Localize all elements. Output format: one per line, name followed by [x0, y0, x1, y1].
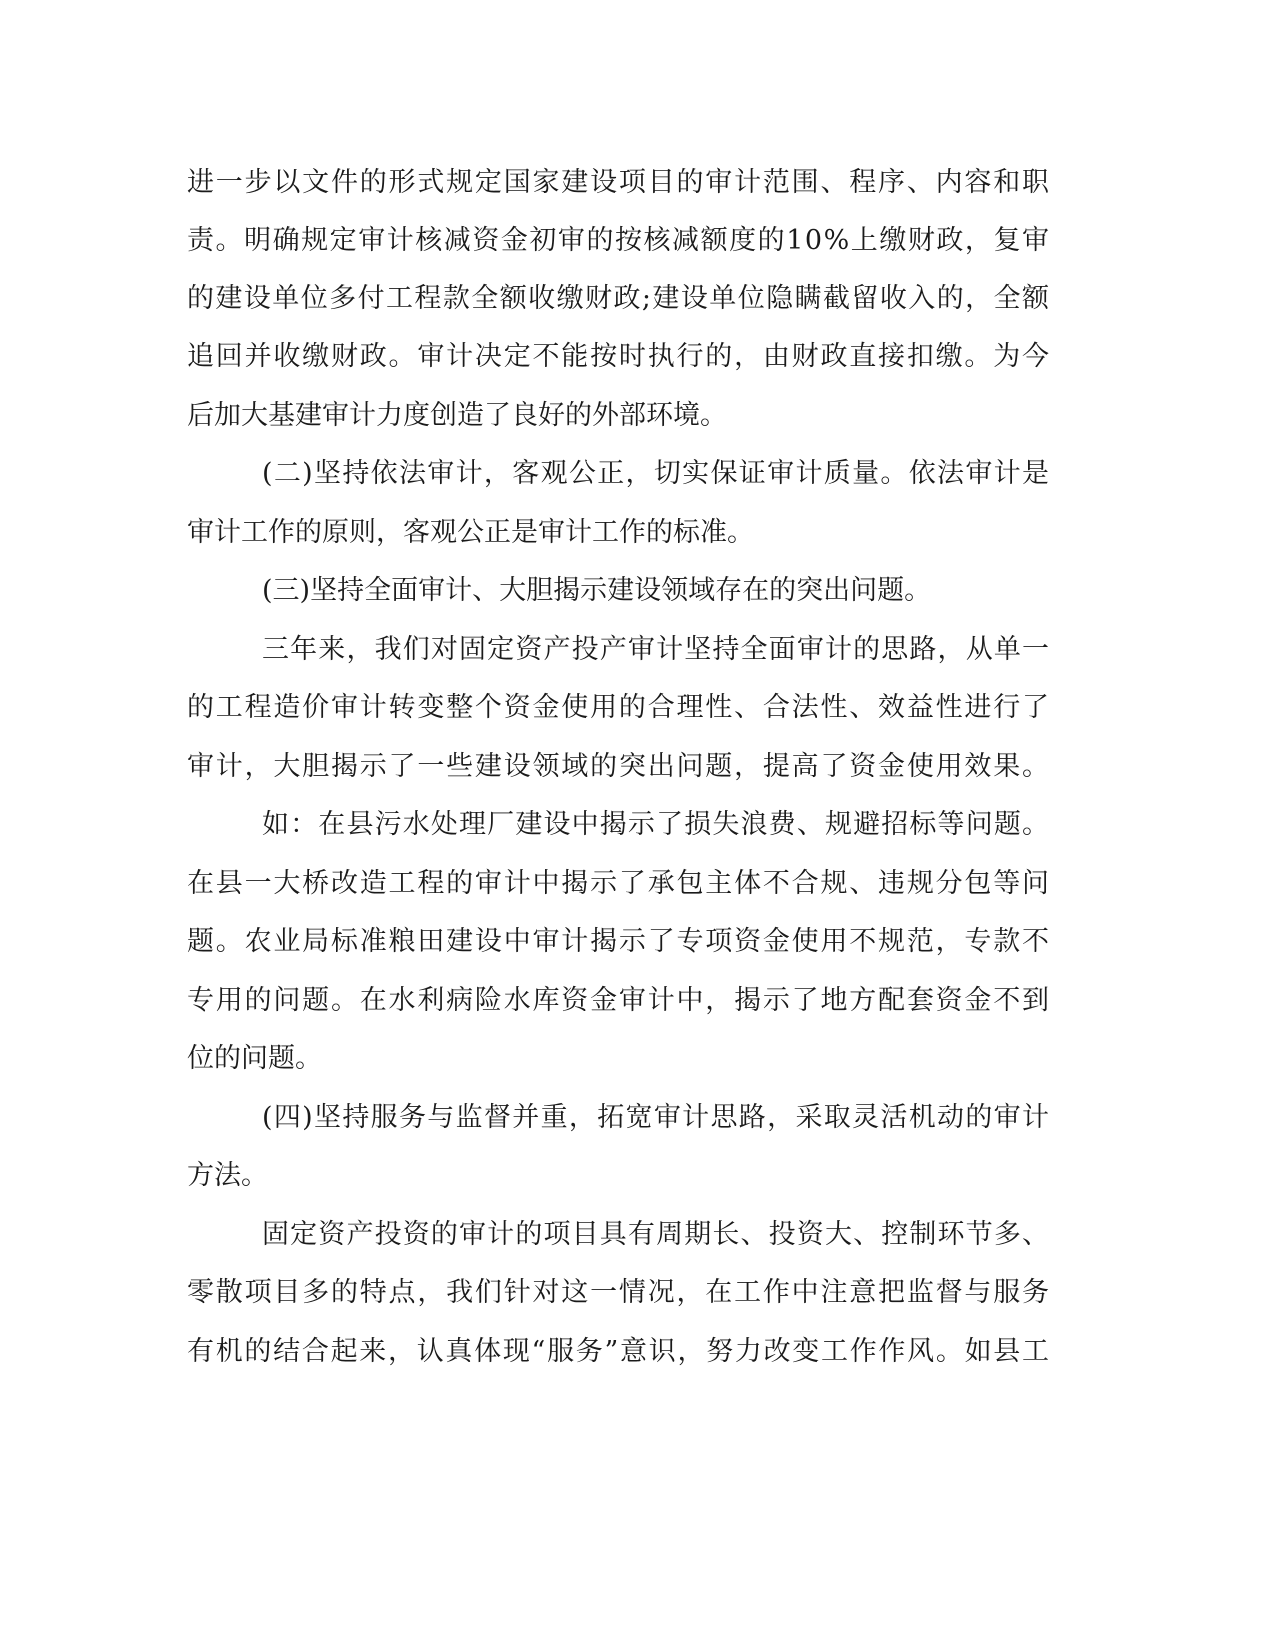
text-line [0, 981, 1275, 1021]
text-line [0, 396, 1275, 436]
text-line-content: 责。明确规定审计核减资金初审的按核减额度的10%上缴财政，复审 [187, 225, 1051, 256]
text-line-content: 在县一大桥改造工程的审计中揭示了承包主体不合规、违规分包等问 [187, 868, 1051, 899]
text-line [0, 337, 1275, 377]
text-line-content: 的工程造价审计转变整个资金使用的合理性、合法性、效益性进行了 [187, 692, 1051, 723]
text-line [0, 1098, 1275, 1138]
text-line-content: 追回并收缴财政。审计决定不能按时执行的，由财政直接扣缴。为今 [187, 341, 1051, 372]
text-line [0, 1215, 1275, 1255]
text-line [0, 1332, 1275, 1372]
text-line [0, 279, 1275, 319]
text-line [0, 163, 1275, 203]
text-line [0, 630, 1275, 670]
text-line [0, 1156, 1275, 1196]
text-line [0, 454, 1275, 494]
text-line [0, 688, 1275, 728]
text-line-content: (四)坚持服务与监督并重，拓宽审计思路，采取灵活机动的审计 [262, 1102, 1051, 1133]
text-line-content: 位的问题。 [187, 1043, 322, 1074]
text-line [0, 221, 1275, 261]
text-line-content: (二)坚持依法审计，客观公正，切实保证审计质量。依法审计是 [262, 458, 1051, 489]
text-line [0, 513, 1275, 553]
text-line-content: 有机的结合起来，认真体现“服务”意识，努力改变工作作风。如县工 [187, 1336, 1051, 1367]
text-line-content: 进一步以文件的形式规定国家建设项目的审计范围、程序、内容和职 [187, 167, 1051, 198]
text-line-content: (三)坚持全面审计、大胆揭示建设领域存在的突出问题。 [262, 575, 932, 606]
text-line-content: 三年来，我们对固定资产投产审计坚持全面审计的思路，从单一 [262, 634, 1051, 665]
text-line [0, 864, 1275, 904]
text-line [0, 805, 1275, 845]
text-line-content: 零散项目多的特点，我们针对这一情况，在工作中注意把监督与服务 [187, 1277, 1051, 1308]
text-line-content: 审计工作的原则，客观公正是审计工作的标准。 [187, 517, 754, 548]
text-line [0, 747, 1275, 787]
text-line-content: 题。农业局标准粮田建设中审计揭示了专项资金使用不规范，专款不 [187, 926, 1051, 957]
text-line [0, 922, 1275, 962]
text-line-content: 的建设单位多付工程款全额收缴财政;建设单位隐瞒截留收入的，全额 [187, 283, 1051, 314]
text-line [0, 1039, 1275, 1079]
text-line [0, 571, 1275, 611]
text-line-content: 后加大基建审计力度创造了良好的外部环境。 [187, 400, 727, 431]
text-line-content: 固定资产投资的审计的项目具有周期长、投资大、控制环节多、 [262, 1219, 1051, 1250]
text-line-content: 方法。 [187, 1160, 268, 1191]
text-line [0, 1273, 1275, 1313]
text-line-content: 如：在县污水处理厂建设中揭示了损失浪费、规避招标等问题。 [262, 809, 1051, 840]
text-line-content: 专用的问题。在水利病险水库资金审计中，揭示了地方配套资金不到 [187, 985, 1051, 1016]
text-line-content: 审计，大胆揭示了一些建设领域的突出问题，提高了资金使用效果。 [187, 751, 1051, 782]
